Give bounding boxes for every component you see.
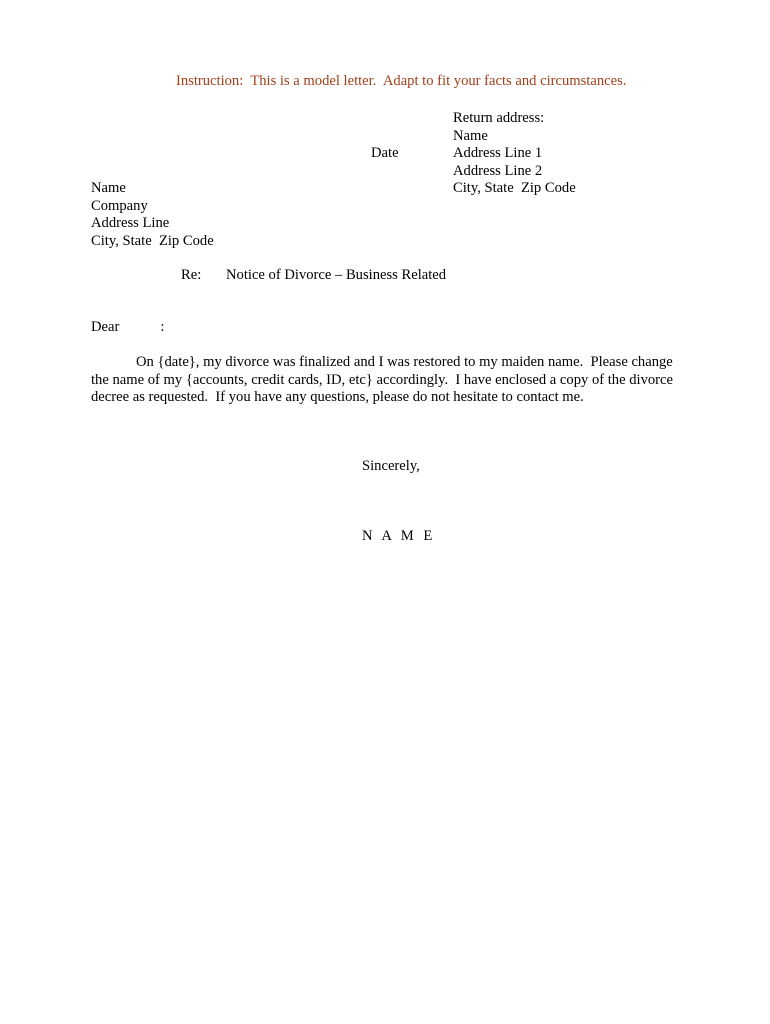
recipient-block [91,180,214,250]
return-address-block [453,110,576,198]
body-line-3: decree as requested. If you have any questions, please do not hesitate to contact me. [91,389,584,405]
subject-line [181,267,446,284]
salutation [91,319,164,336]
return-address-city-state-zip: City, State Zip Code [453,180,576,196]
closing: Sincerely, [362,458,420,474]
return-address-name: Name [453,127,488,144]
subject-text: Notice of Divorce – Business Related [226,267,447,283]
signature-name: N A M E [362,528,436,544]
instruction-note: Instruction: This is a model letter. Adapt to fit your facts and circumstances. [176,73,627,89]
body-line-2: the name of my {accounts, credit cards, ID, etc} accordingly. I have enclosed a copy of the divorce [91,371,673,388]
recipient-city-state-zip: City, State Zip Code [91,232,214,249]
subject-label: Re: [181,267,202,283]
return-address-line2: Address Line 2 [453,162,543,179]
salutation-greeting: Dear [91,319,120,335]
letter-date: Date [371,145,399,161]
recipient-name: Name [91,180,126,196]
body-line-1: On {date}, my divorce was finalized and I was restored to my maiden name. Please change [136,354,673,370]
body-paragraph [91,354,681,407]
recipient-company: Company [91,197,148,214]
recipient-address: Address Line [91,215,170,231]
return-address-line1: Address Line 1 [453,145,543,161]
return-address-label: Return address: [453,110,545,126]
salutation-punct: : [160,319,165,335]
